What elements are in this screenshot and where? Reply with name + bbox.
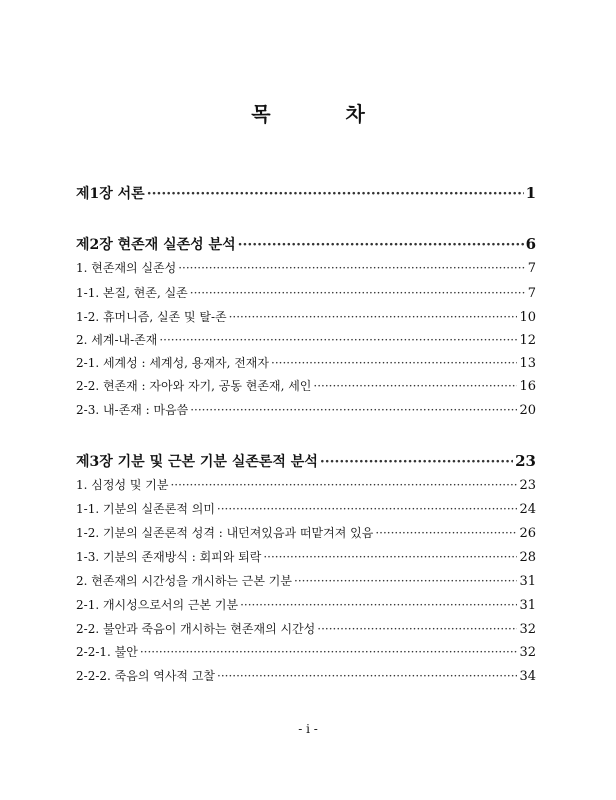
dot-leader (140, 645, 518, 659)
toc-page-number: 28 (519, 550, 536, 565)
toc-section[interactable] (76, 284, 536, 301)
toc-label: 2. 현존재의 시간성을 개시하는 근본 기분 (76, 574, 292, 588)
toc-section[interactable] (76, 620, 536, 637)
dot-leader (263, 550, 517, 564)
toc-label: 2-2-1. 불안 (76, 645, 138, 659)
toc-section[interactable] (76, 524, 536, 541)
toc-page-number: 34 (519, 669, 536, 684)
toc-section[interactable] (76, 643, 536, 660)
toc-section[interactable] (76, 401, 536, 418)
toc-page-number: 23 (515, 452, 536, 470)
dot-leader (190, 286, 526, 300)
dot-leader (147, 186, 524, 202)
dot-leader (238, 237, 524, 253)
toc-section[interactable] (76, 331, 536, 348)
toc-chapter-2[interactable] (76, 234, 536, 254)
toc-label: 제3장 기분 및 근본 기분 실존론적 분석 (76, 454, 318, 470)
toc-chapter-3[interactable] (76, 451, 536, 471)
toc-section[interactable] (76, 500, 536, 517)
dot-leader (313, 379, 517, 393)
dot-leader (170, 478, 517, 492)
toc-label: 1. 현존재의 실존성 (76, 261, 177, 275)
toc-page-number: 7 (527, 286, 536, 301)
page-title: 목 차 (251, 102, 399, 126)
toc-label: 1-1. 기분의 실존론적 의미 (76, 502, 215, 516)
toc-label: 2-2. 불안과 죽음이 개시하는 현존재의 시간성 (76, 622, 316, 636)
toc-label: 1-2. 기분의 실존론적 성격 : 내던져있음과 떠맡겨져 있음 (76, 526, 374, 540)
toc-page-number: 1 (525, 184, 536, 202)
toc-section[interactable] (76, 667, 536, 684)
toc-section[interactable] (76, 476, 536, 493)
toc-label: 1-1. 본질, 현존, 실존 (76, 286, 188, 300)
toc-label: 1-3. 기분의 존재방식 : 회피와 퇴락 (76, 550, 262, 564)
dot-leader (271, 356, 517, 370)
toc-page-number: 31 (519, 574, 536, 589)
toc-page-number: 10 (519, 310, 536, 325)
toc-page-number: 26 (519, 526, 536, 541)
toc-section[interactable] (76, 596, 536, 613)
toc-label: 제2장 현존재 실존성 분석 (76, 237, 236, 253)
toc-chapter-1[interactable] (76, 183, 536, 203)
dot-leader (159, 333, 517, 347)
dot-leader (375, 526, 517, 540)
dot-leader (294, 574, 517, 588)
toc-section[interactable] (76, 548, 536, 565)
toc-page-number: 24 (519, 502, 536, 517)
toc-label: 2-1. 개시성으로서의 근본 기분 (76, 598, 239, 612)
dot-leader (217, 502, 518, 516)
toc-label: 2. 세계-내-존재 (76, 333, 158, 347)
toc-page-number: 13 (519, 356, 536, 371)
page-footer-number: - i - (298, 722, 318, 736)
toc-page-number: 20 (519, 403, 536, 418)
toc-label: 2-2. 현존재 : 자아와 자기, 공동 현존재, 세인 (76, 379, 312, 393)
toc-section[interactable] (76, 308, 536, 325)
toc-page-number: 32 (519, 645, 536, 660)
toc-section[interactable] (76, 354, 536, 371)
toc-label: 2-1. 세계성 : 세계성, 용재자, 전재자 (76, 356, 269, 370)
toc-section[interactable] (76, 259, 536, 276)
dot-leader (240, 598, 517, 612)
toc-label: 2-3. 내-존재 : 마음씀 (76, 403, 189, 417)
toc-label: 제1장 서론 (76, 186, 145, 202)
toc-page-number: 23 (519, 478, 536, 493)
toc-page-number: 7 (527, 261, 536, 276)
toc-label: 2-2-2. 죽음의 역사적 고찰 (76, 669, 216, 683)
toc-page-number: 16 (519, 379, 536, 394)
toc-label: 1. 심정성 및 기분 (76, 478, 169, 492)
toc-section[interactable] (76, 572, 536, 589)
dot-leader (190, 403, 517, 417)
dot-leader (229, 310, 518, 324)
toc-page-number: 6 (525, 235, 536, 253)
dot-leader (320, 454, 513, 470)
dot-leader (178, 261, 525, 275)
toc-page-number: 12 (519, 333, 536, 348)
toc-label: 1-2. 휴머니즘, 실존 및 탈-존 (76, 310, 227, 324)
toc-page-number: 32 (519, 622, 536, 637)
toc-section[interactable] (76, 377, 536, 394)
dot-leader (317, 622, 517, 636)
toc-page-number: 31 (519, 598, 536, 613)
dot-leader (217, 669, 517, 683)
